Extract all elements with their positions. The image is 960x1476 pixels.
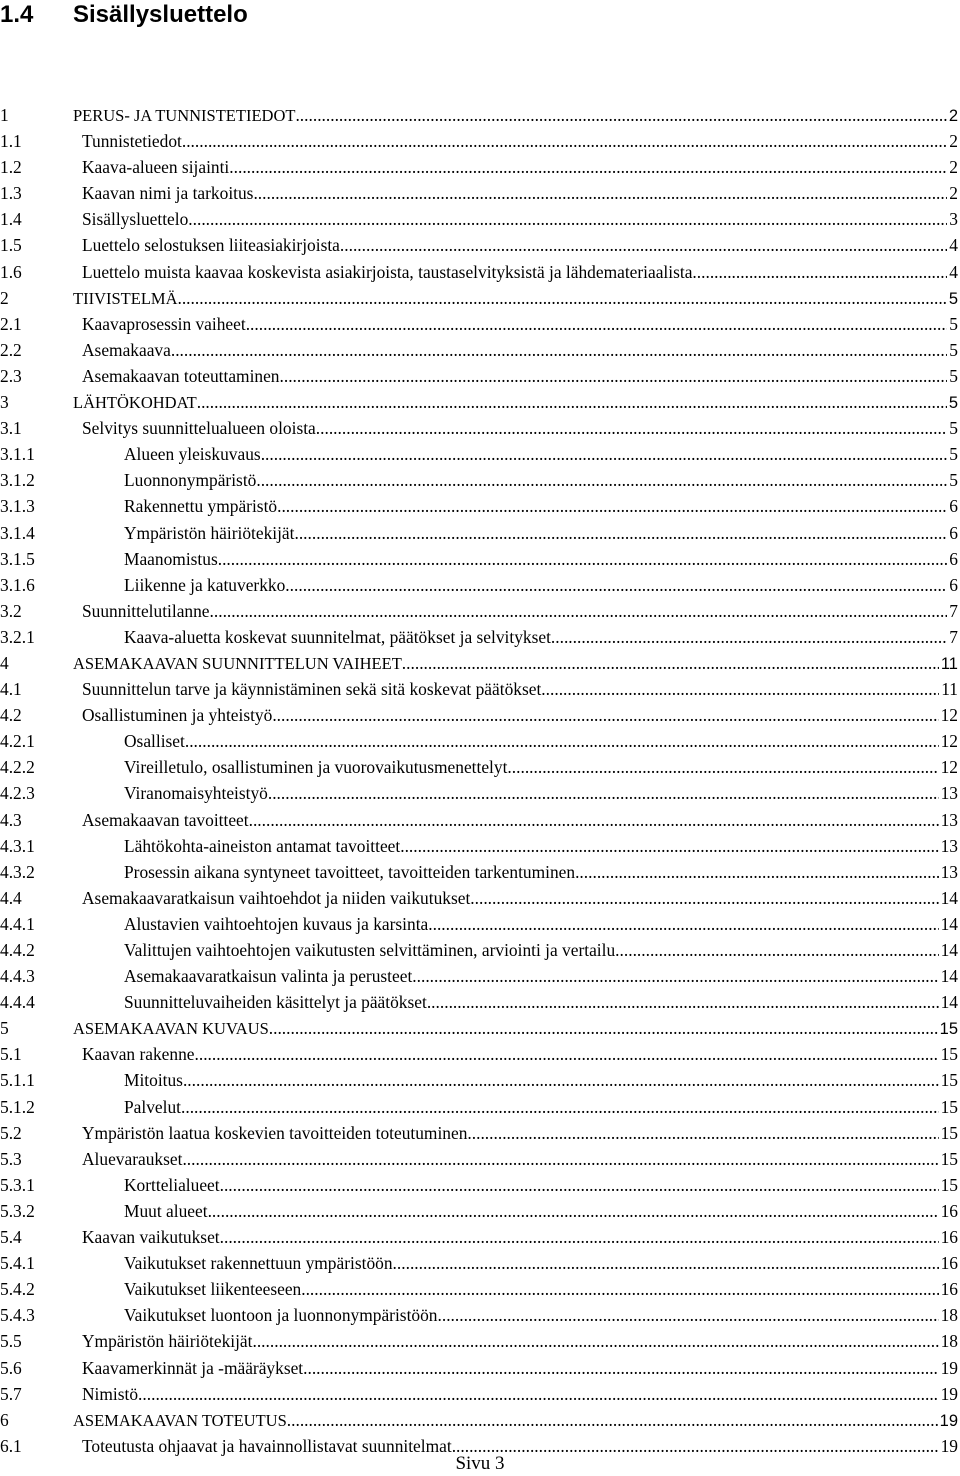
toc-entry[interactable] (0, 259, 958, 285)
toc-entry-page: 19 (940, 1435, 958, 1456)
toc-dot-leader (183, 1067, 939, 1093)
toc-entry-title: Tunnistetiedot (82, 131, 182, 152)
toc-entry-number: 1.4 (0, 209, 22, 230)
toc-entry[interactable] (0, 1067, 958, 1093)
toc-entry[interactable] (0, 833, 958, 859)
toc-entry-page: 11 (941, 679, 958, 700)
toc-entry-title: Ympäristön häiriötekijät (82, 1331, 253, 1352)
toc-entry-page: 2 (949, 157, 958, 178)
toc-dot-leader (470, 885, 938, 911)
toc-entry[interactable] (0, 859, 958, 885)
toc-dot-leader (253, 180, 947, 206)
toc-entry-number: 2.3 (0, 365, 22, 386)
toc-entry-page: 12 (940, 705, 958, 726)
toc-dot-leader (301, 1276, 938, 1302)
toc-entry-number: 4.4.1 (0, 913, 35, 934)
toc-entry-number: 5.1.2 (0, 1096, 35, 1117)
toc-entry[interactable] (0, 780, 958, 806)
toc-entry-title: Selvitys suunnittelualueen oloista (82, 418, 316, 439)
toc-dot-leader (261, 441, 948, 467)
toc-entry-number: 4.4.2 (0, 940, 35, 960)
toc-entry-page: 5 (949, 365, 958, 386)
toc-entry-title: Aluevaraukset (82, 1148, 183, 1169)
toc-entry-number: 5.3 (0, 1148, 22, 1169)
toc-entry[interactable] (0, 885, 958, 911)
toc-dot-leader (615, 937, 938, 963)
toc-entry-number: 2 (0, 287, 9, 308)
toc-entry[interactable] (0, 728, 958, 754)
toc-dot-leader (249, 807, 939, 833)
toc-dot-leader (182, 128, 947, 154)
toc-entry-page: 2 (948, 107, 958, 125)
toc-entry-number: 3.1.4 (0, 522, 35, 543)
toc-entry[interactable] (0, 102, 958, 128)
toc-dot-leader (551, 624, 947, 650)
toc-entry-number: 5.1.1 (0, 1070, 35, 1091)
section-heading-number: 1.4 (0, 1, 34, 28)
toc-entry-title: Asemakaavaratkaisun vaihtoehdot ja niiden vaikutukset (82, 887, 471, 908)
toc-entry[interactable] (0, 1276, 958, 1302)
toc-dot-leader (541, 676, 939, 702)
toc-dot-leader (295, 102, 946, 128)
toc-entry-title: Nimistö (82, 1383, 139, 1404)
toc-entry[interactable] (0, 1094, 958, 1120)
toc-dot-leader (692, 259, 947, 285)
toc-entry-title: Prosessin aikana syntyneet tavoitteet, tavoitteiden tarkentuminen (124, 861, 576, 882)
toc-dot-leader (218, 546, 948, 572)
toc-entry[interactable] (0, 1224, 958, 1250)
toc-dot-leader (272, 702, 938, 728)
toc-entry-number: 6 (0, 1409, 9, 1430)
toc-entry-page: 13 (940, 809, 958, 830)
toc-entry[interactable] (0, 676, 958, 702)
toc-dot-leader (287, 1407, 938, 1433)
toc-entry-number: 4.3.1 (0, 835, 35, 856)
toc-dot-leader (575, 859, 939, 885)
toc-entry-title: Rakennettu ympäristö (124, 496, 278, 517)
section-heading (0, 0, 248, 30)
toc-dot-leader (177, 285, 946, 311)
toc-entry-number: 4.3 (0, 809, 22, 830)
toc-entry-number: 5.3.2 (0, 1200, 35, 1221)
toc-entry-page: 14 (940, 940, 958, 960)
toc-entry-title: Ympäristön häiriötekijät (124, 522, 295, 543)
toc-entry-page: 18 (940, 1331, 958, 1352)
toc-entry-title: Suunnitteluvaiheiden käsittelyt ja päätökset (124, 992, 427, 1013)
toc-entry-title: TIIVISTELMÄ (73, 288, 178, 308)
toc-entry[interactable] (0, 1146, 958, 1172)
toc-entry-number: 4.2.1 (0, 731, 35, 752)
toc-entry[interactable] (0, 493, 958, 519)
toc-entry-page: 16 (940, 1279, 958, 1300)
toc-dot-leader (393, 1250, 939, 1276)
toc-entry-page: 18 (940, 1305, 958, 1326)
toc-entry-page: 6 (949, 548, 958, 569)
toc-dot-leader (507, 754, 938, 780)
toc-entry-page: 13 (940, 861, 958, 882)
toc-entry[interactable] (0, 180, 958, 206)
toc-entry[interactable] (0, 1302, 958, 1328)
toc-entry-title: Kaava-aluetta koskevat suunnitelmat, päätökset ja selvitykset (124, 626, 551, 647)
toc-entry-page: 5 (949, 313, 958, 334)
toc-entry-number: 5.4 (0, 1227, 22, 1248)
toc-entry-number: 3.1.5 (0, 548, 35, 569)
toc-entry-number: 3.1.3 (0, 496, 35, 517)
toc-entry-number: 1.3 (0, 183, 22, 204)
toc-entry-page: 5 (948, 394, 958, 413)
toc-dot-leader (246, 311, 948, 337)
toc-entry-title: Vireilletulo, osallistuminen ja vuorovaikutusmenettelyt (124, 757, 508, 778)
toc-dot-leader (280, 363, 948, 389)
toc-entry-title: Kaavamerkinnät ja -määräykset (82, 1357, 304, 1378)
toc-entry-number: 1.5 (0, 235, 22, 256)
toc-entry-page: 4 (949, 261, 958, 282)
toc-dot-leader (467, 1120, 938, 1146)
toc-entry-title: Asemakaava (82, 339, 171, 360)
toc-entry-page: 12 (940, 757, 958, 778)
toc-entry-title: Asemakaavan toteuttaminen (82, 365, 280, 386)
toc-entry-number: 6.1 (0, 1435, 22, 1456)
toc-entry-title: Vaikutukset rakennettuun ympäristöön (124, 1253, 393, 1274)
toc-dot-leader (402, 650, 939, 676)
toc-entry-title: Kaavan rakenne (82, 1044, 195, 1065)
toc-dot-leader (340, 232, 947, 258)
toc-entry-page: 6 (949, 496, 958, 517)
page-footer: Sivu 3 (455, 1453, 505, 1474)
toc-entry-title: Palvelut (124, 1096, 181, 1117)
toc-entry-title: Valittujen vaihtoehtojen vaikutusten selvittäminen, arviointi ja vertailu (124, 940, 616, 960)
toc-dot-leader (220, 1224, 939, 1250)
toc-entry[interactable] (0, 702, 958, 728)
toc-entry-title: Ympäristön laatua koskevien tavoitteiden toteutuminen (82, 1122, 468, 1143)
toc-entry[interactable] (0, 154, 958, 180)
toc-entry-title: ASEMAKAAVAN TOTEUTUS (73, 1410, 287, 1430)
toc-entry-page: 7 (949, 626, 958, 647)
toc-entry-number: 1.1 (0, 131, 22, 152)
toc-entry-page: 15 (940, 1122, 958, 1143)
toc-dot-leader (412, 963, 938, 989)
toc-dot-leader (316, 415, 948, 441)
toc-entry-page: 15 (940, 1044, 958, 1065)
toc-entry-title: Osallistuminen ja yhteistyö (82, 705, 273, 726)
toc-entry-page: 16 (940, 1227, 958, 1248)
toc-entry-page: 2 (949, 183, 958, 204)
toc-dot-leader (268, 780, 939, 806)
toc-dot-leader (208, 1198, 939, 1224)
toc-entry-page: 14 (940, 966, 958, 987)
toc-entry-page: 5 (949, 418, 958, 439)
toc-entry[interactable] (0, 624, 958, 650)
toc-entry[interactable] (0, 1172, 958, 1198)
toc-entry-title: Luonnonympäristö (124, 470, 257, 491)
toc-entry-title: Maanomistus (124, 548, 218, 569)
toc-entry-page: 5 (949, 444, 958, 465)
toc-entry-number: 5.6 (0, 1357, 22, 1378)
toc-entry[interactable] (0, 363, 958, 389)
toc-entry-number: 2.2 (0, 339, 22, 360)
toc-entry-page: 13 (940, 835, 958, 856)
toc-entry-title: Sisällysluettelo (82, 209, 189, 230)
toc-dot-leader (256, 467, 947, 493)
toc-entry-title: Alueen yleiskuvaus (124, 444, 261, 465)
toc-entry-number: 5.3.1 (0, 1174, 35, 1195)
toc-entry-number: 2.1 (0, 313, 22, 334)
toc-entry-number: 5.5 (0, 1331, 22, 1352)
toc-entry-page: 7 (949, 600, 958, 621)
toc-entry-number: 5.4.3 (0, 1305, 35, 1326)
toc-entry[interactable] (0, 754, 958, 780)
toc-entry-number: 4.4.4 (0, 992, 35, 1013)
toc-entry-page: 14 (940, 913, 958, 934)
toc-dot-leader (229, 154, 947, 180)
toc-entry-page: 16 (940, 1200, 958, 1221)
toc-entry-page: 12 (940, 731, 958, 752)
toc-entry-title: Liikenne ja katuverkko (124, 574, 286, 595)
toc-entry-title: Osalliset (124, 731, 185, 752)
toc-entry[interactable] (0, 441, 958, 467)
toc-entry[interactable] (0, 1355, 958, 1381)
toc-dot-leader (438, 1302, 939, 1328)
toc-entry[interactable] (0, 598, 958, 624)
toc-entry-number: 3.2.1 (0, 626, 35, 647)
toc-entry[interactable] (0, 937, 958, 963)
toc-entry-number: 5.2 (0, 1122, 22, 1143)
toc-entry[interactable] (0, 650, 958, 676)
toc-entry[interactable] (0, 128, 958, 154)
toc-entry[interactable] (0, 963, 958, 989)
toc-entry-page: 16 (940, 1253, 958, 1274)
toc-dot-leader (220, 1172, 939, 1198)
toc-entry[interactable] (0, 1120, 958, 1146)
toc-entry-number: 4.2 (0, 705, 22, 726)
toc-entry-title: Korttelialueet (124, 1174, 220, 1195)
toc-entry-number: 5 (0, 1018, 9, 1039)
toc-entry-number: 4 (0, 652, 9, 673)
toc-entry-number: 4.4 (0, 887, 22, 908)
toc-entry[interactable] (0, 911, 958, 937)
toc-dot-leader (138, 1381, 939, 1407)
toc-entry-title: Alustavien vaihtoehtojen kuvaus ja karsinta (124, 913, 429, 934)
toc-entry-number: 4.3.2 (0, 861, 35, 882)
toc-entry-title: ASEMAKAAVAN KUVAUS (73, 1019, 269, 1039)
toc-entry-page: 15 (940, 1174, 958, 1195)
toc-dot-leader (195, 1041, 939, 1067)
toc-entry-page: 2 (949, 131, 958, 152)
toc-entry-title: Luettelo muista kaavaa koskevista asiakirjoista, taustaselvityksistä ja lähdemateriaalista (82, 261, 693, 282)
toc-entry[interactable] (0, 1041, 958, 1067)
toc-entry-number: 5.4.2 (0, 1279, 35, 1300)
toc-entry[interactable] (0, 572, 958, 598)
toc-entry-title: Kaavaprosessin vaiheet (82, 313, 246, 334)
toc-entry-title: ASEMAKAAVAN SUUNNITTELUN VAIHEET (73, 653, 402, 673)
toc-entry-number: 5.1 (0, 1044, 22, 1065)
toc-entry-number: 3 (0, 392, 9, 413)
toc-entry-page: 6 (949, 522, 958, 543)
toc-entry-title: Luettelo selostuksen liiteasiakirjoista (82, 235, 340, 256)
toc-entry-number: 4.4.3 (0, 966, 35, 987)
toc-entry-number: 4.1 (0, 679, 22, 700)
toc-entry[interactable] (0, 285, 958, 311)
toc-entry-number: 1.2 (0, 157, 22, 178)
toc-entry-page: 14 (940, 992, 958, 1013)
toc-entry-title: Kaavan vaikutukset (82, 1227, 220, 1248)
toc-entry-title: Mitoitus (124, 1070, 183, 1091)
toc-entry-page: 5 (948, 289, 958, 308)
toc-entry-title: Kaavan nimi ja tarkoitus (82, 183, 254, 204)
toc-entry-title: Asemakaavaratkaisun valinta ja perusteet (124, 966, 413, 987)
toc-entry-number: 5.4.1 (0, 1253, 35, 1274)
toc-dot-leader (294, 520, 947, 546)
toc-entry-page: 11 (940, 654, 958, 673)
toc-dot-leader (188, 206, 947, 232)
toc-entry[interactable] (0, 546, 958, 572)
toc-entry-title: LÄHTÖKOHDAT (73, 393, 197, 413)
toc-dot-leader (285, 572, 947, 598)
toc-dot-leader (269, 1015, 938, 1041)
toc-entry-title: Suunnittelutilanne (82, 600, 210, 621)
toc-entry-page: 6 (949, 574, 958, 595)
toc-entry-title: Viranomaisyhteistyö (124, 783, 268, 804)
toc-entry-number: 3.1.2 (0, 470, 35, 491)
toc-entry-number: 1.6 (0, 261, 22, 282)
toc-entry-page: 19 (940, 1383, 958, 1404)
toc-entry[interactable] (0, 1407, 958, 1433)
toc-entry[interactable] (0, 1381, 958, 1407)
toc-entry-page: 15 (940, 1148, 958, 1169)
toc-entry[interactable] (0, 337, 958, 363)
toc-dot-leader (303, 1355, 938, 1381)
toc-dot-leader (185, 728, 939, 754)
toc-entry-page: 15 (939, 1020, 958, 1039)
toc-entry-number: 3.1 (0, 418, 22, 439)
toc-entry[interactable] (0, 1250, 958, 1276)
toc-entry-page: 5 (949, 339, 958, 360)
toc-entry[interactable] (0, 389, 958, 415)
toc-entry-page: 4 (949, 235, 958, 256)
toc-entry[interactable] (0, 1015, 958, 1041)
toc-entry-page: 15 (940, 1096, 958, 1117)
toc-entry[interactable] (0, 807, 958, 833)
toc-entry-number: 3.1.1 (0, 444, 35, 465)
toc-entry-title: Lähtökohta-aineiston antamat tavoitteet (124, 835, 401, 856)
toc-entry[interactable] (0, 1328, 958, 1354)
toc-dot-leader (428, 911, 938, 937)
toc-entry-number: 5.7 (0, 1383, 22, 1404)
toc-entry-page: 5 (949, 470, 958, 491)
toc-entry-number: 1 (0, 105, 9, 125)
toc-dot-leader (182, 1146, 938, 1172)
toc-entry-page: 13 (940, 783, 958, 804)
toc-entry-number: 3.2 (0, 600, 22, 621)
toc-dot-leader (277, 493, 947, 519)
toc-entry-number: 3.1.6 (0, 574, 35, 595)
toc-dot-leader (181, 1094, 939, 1120)
toc-dot-leader (171, 337, 947, 363)
toc-entry[interactable] (0, 989, 958, 1015)
toc-entry[interactable] (0, 206, 958, 232)
toc-entry-title: Asemakaavan tavoitteet (82, 809, 249, 830)
toc-entry-title: Vaikutukset luontoon ja luonnonympäristöön (124, 1305, 438, 1326)
toc-entry[interactable] (0, 232, 958, 258)
toc-dot-leader (252, 1328, 938, 1354)
toc-entry-page: 19 (939, 1411, 958, 1430)
toc-entry-page: 14 (940, 887, 958, 908)
section-heading-title: Sisällysluettelo (73, 1, 248, 28)
toc-entry[interactable] (0, 415, 958, 441)
toc-entry-title: Vaikutukset liikenteeseen (124, 1279, 302, 1300)
toc-entry-page: 3 (949, 209, 958, 230)
toc-entry[interactable] (0, 467, 958, 493)
toc-dot-leader (210, 598, 948, 624)
toc-entry[interactable] (0, 311, 958, 337)
toc-entry-page: 15 (940, 1070, 958, 1091)
toc-dot-leader (400, 833, 938, 859)
toc-entry-title: Muut alueet (124, 1200, 208, 1221)
toc-entry-number: 4.2.3 (0, 783, 35, 804)
toc-entry-page: 19 (940, 1357, 958, 1378)
toc-entry-number: 4.2.2 (0, 757, 35, 778)
toc-entry-title: Toteutusta ohjaavat ja havainnollistavat suunnitelmat (82, 1435, 452, 1456)
toc-entry-title: Kaava-alueen sijainti (82, 157, 230, 178)
toc-dot-leader (427, 989, 939, 1015)
table-of-contents (0, 102, 958, 1459)
toc-entry-title: Suunnittelun tarve ja käynnistäminen sekä sitä koskevat päätökset (82, 679, 542, 700)
toc-entry-title: PERUS- JA TUNNISTETIEDOT (73, 106, 296, 125)
toc-entry[interactable] (0, 520, 958, 546)
toc-entry[interactable] (0, 1198, 958, 1224)
toc-dot-leader (197, 389, 947, 415)
